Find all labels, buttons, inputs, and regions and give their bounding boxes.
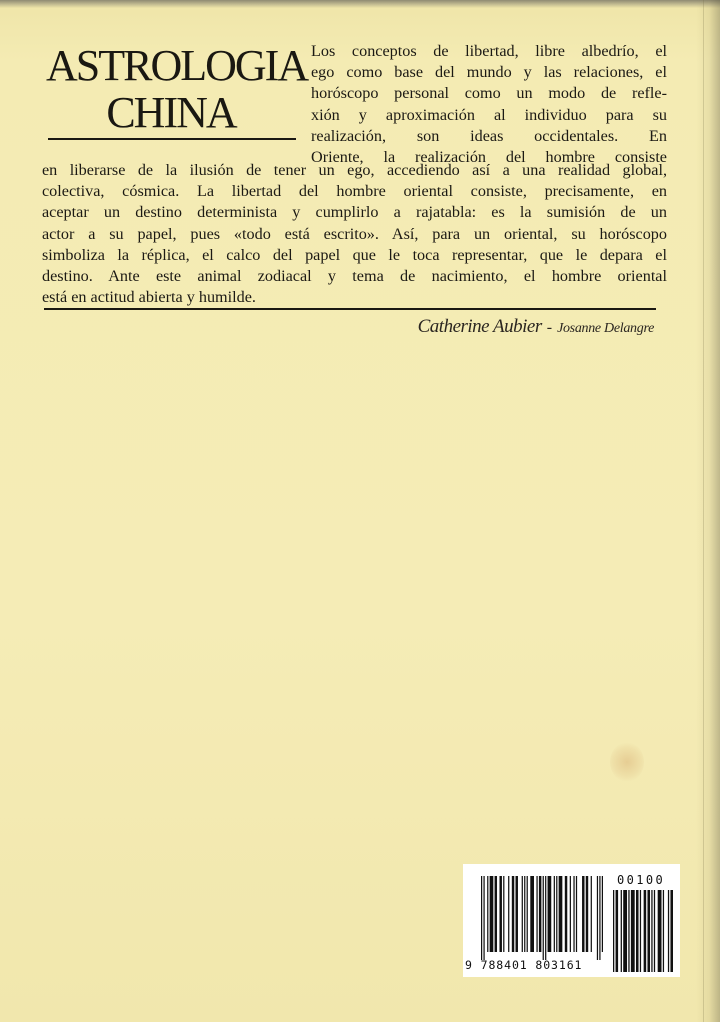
barcode-bar — [586, 876, 588, 952]
barcode-bar — [499, 876, 501, 952]
blurb-line: aceptar un destino determinista y cumplirlo a rajatabla: es la sumisión de un — [42, 203, 667, 222]
barcode-bar — [503, 876, 504, 952]
addon-barcode-digits: 00100 — [617, 873, 666, 887]
cover-spine-edge — [696, 0, 720, 1022]
barcode-bar — [628, 890, 629, 972]
book-title-line-1: ASTROLOGIA — [46, 41, 308, 90]
addon-barcode-bars — [613, 890, 673, 972]
barcode-bar — [623, 890, 627, 972]
book-title-line-2: CHINA — [106, 88, 236, 137]
barcode-bar — [554, 876, 555, 952]
blurb-line: en liberarse de la ilusión de tener un ego, accediendo así a una realidad global, — [42, 161, 667, 179]
title-underline-rule — [48, 138, 296, 140]
barcode-bar — [631, 890, 635, 972]
blurb-line: está en actitud abierta y humilde. — [42, 288, 256, 307]
barcode-bar — [663, 890, 664, 972]
blurb-line: Los conceptos de libertad, libre albedrío, el — [311, 42, 667, 60]
barcode-bar — [668, 890, 669, 972]
barcode-bar — [543, 876, 544, 960]
blurb-line: xión y aproximación al individuo para su — [311, 105, 667, 124]
barcode-bar — [651, 890, 652, 972]
barcode-bar — [508, 876, 509, 952]
barcode-bar — [556, 876, 557, 952]
barcode-bar — [640, 890, 641, 972]
barcode-bar — [654, 890, 655, 972]
barcode-bar — [644, 890, 647, 972]
barcode-bar — [670, 890, 673, 972]
barcode-bar — [548, 876, 552, 952]
barcode-bar — [527, 876, 528, 952]
barcode-bar — [483, 876, 484, 960]
ean-barcode-bars — [481, 876, 603, 960]
barcode-bar — [576, 876, 577, 952]
barcode-bar — [490, 876, 494, 952]
barcode-bar — [530, 876, 534, 952]
blurb-line: Oriente, la realización del hombre consiste — [311, 148, 667, 167]
blurb-bottom-rule — [44, 308, 656, 310]
barcode-bar — [481, 876, 482, 960]
barcode-bar — [658, 890, 662, 972]
barcode-bar — [621, 890, 622, 972]
barcode-bar — [591, 876, 592, 952]
cover-top-edge — [0, 0, 720, 8]
barcode-bar — [512, 876, 514, 952]
barcode-bar — [599, 876, 600, 960]
barcode-bar — [545, 876, 546, 960]
blurb-line: destino. Ante este animal zodiacal y tema de nacimiento, el hombre oriental — [42, 267, 667, 286]
cover-spine-crease — [703, 0, 704, 1022]
barcode-bar — [573, 876, 574, 952]
blurb-line: realización, son ideas occidentales. En — [311, 126, 667, 145]
barcode-bar — [616, 890, 619, 972]
blurb-paragraph-continued — [42, 160, 667, 308]
barcode-bar — [539, 876, 541, 952]
author-separator: - — [546, 319, 553, 336]
barcode-bar — [559, 876, 563, 952]
blurb-line: horóscopo personal como un modo de refle- — [311, 84, 667, 103]
barcode-bar — [602, 876, 603, 952]
blurb-line: actor a su papel, pues «todo está escrito». Así, para un oriental, su horóscopo — [42, 224, 667, 243]
barcode-bar — [570, 876, 571, 952]
barcode-bar — [582, 876, 584, 952]
barcode-bar — [565, 876, 567, 952]
barcode-bar — [495, 876, 497, 952]
barcode-bar — [536, 876, 537, 952]
blurb-line: simboliza la réplica, el calco del papel que le toca representar, que le depara el — [42, 245, 667, 264]
barcode-bar — [597, 876, 598, 960]
author-name-2: Josanne Delangre — [557, 321, 654, 336]
blurb-line: ego como base del mundo y las relaciones, el — [311, 63, 667, 82]
barcode-bar — [613, 890, 614, 972]
barcode-bar — [516, 876, 518, 952]
blurb-paragraph-start — [311, 41, 667, 168]
blurb-line: colectiva, cósmica. La libertad del hombre oriental consiste, precisamente, en — [42, 182, 667, 201]
author-name-1: Catherine Aubier — [417, 316, 542, 337]
barcode-bar — [524, 876, 525, 952]
ean-barcode-digits: 9 788401 803161 — [465, 958, 583, 972]
barcode-bar — [487, 876, 488, 952]
authors-line — [418, 316, 654, 338]
barcode-bar — [636, 890, 639, 972]
barcode-bar — [647, 890, 650, 972]
isbn-barcode — [463, 864, 680, 977]
paper-stain — [610, 742, 644, 782]
barcode-bar — [522, 876, 523, 952]
